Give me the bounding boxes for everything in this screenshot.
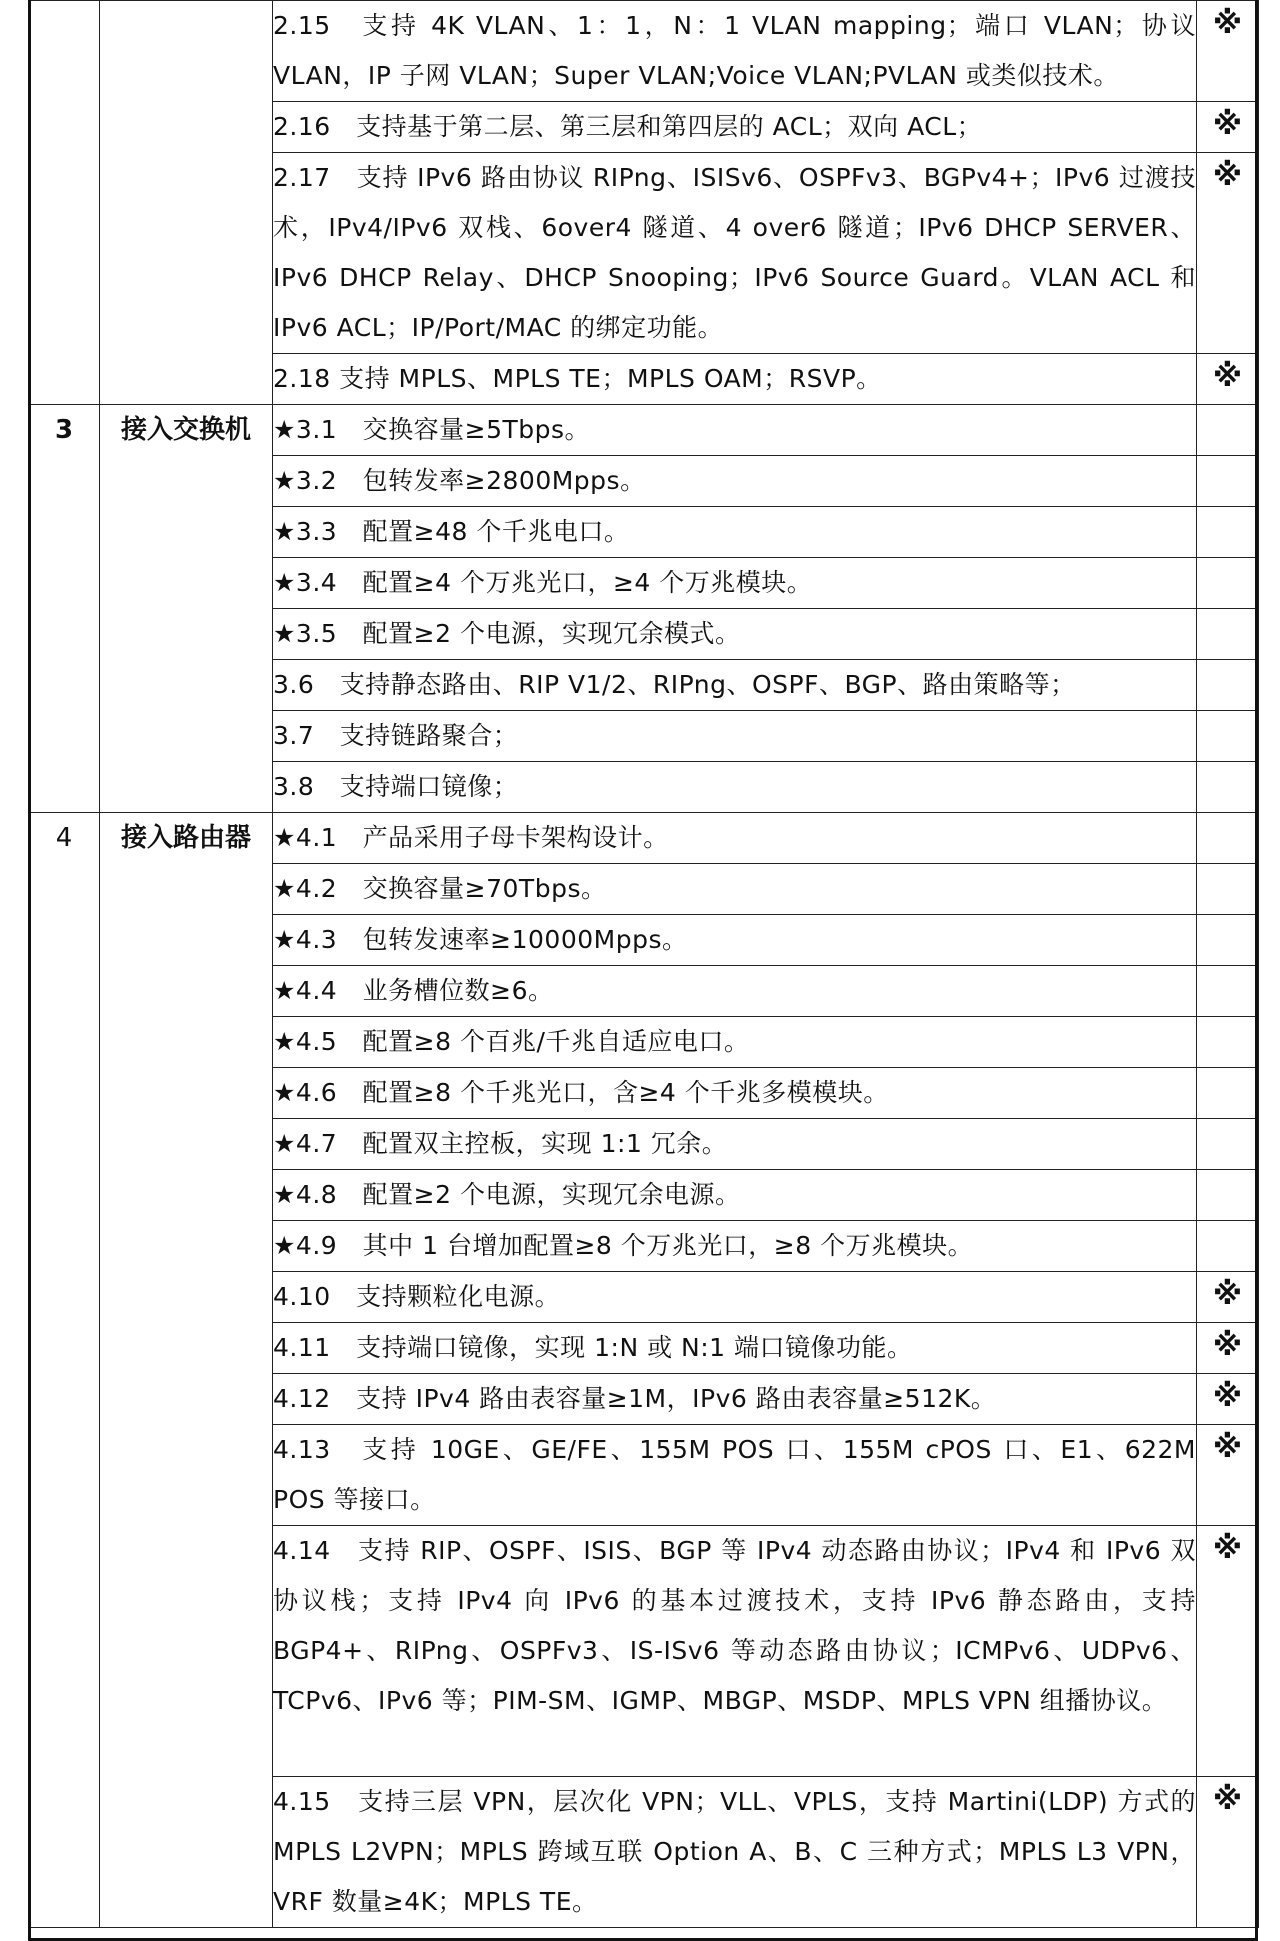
item-number-cell	[29, 1, 100, 405]
spec-table	[28, 0, 1259, 1928]
important-mark: ※	[1197, 1425, 1259, 1526]
requirement-text: ★4.7 配置双主控板，实现 1:1 冗余。	[273, 1119, 1197, 1170]
requirement-text: 2.15 支持 4K VLAN、1：1，N：1 VLAN mapping；端口 VLAN；协议 VLAN，IP 子网 VLAN；Super VLAN;Voice VLAN;PVLAN 或类似技术。	[273, 1, 1197, 102]
important-mark	[1197, 660, 1259, 711]
requirement-text: 4.14 支持 RIP、OSPF、ISIS、BGP 等 IPv4 动态路由协议；IPv4 和 IPv6 双协议栈；支持 IPv4 向 IPv6 的基本过渡技术，支持 IPv6 静态路由，支持 BGP4+、RIPng、OSPFv3、IS-ISv6 等动态路由协议；ICMPv6、UDPv6、TCPv6、IPv6 等；PIM-SM、IGMP、MBGP、MSDP、MPLS VPN 组播协议。	[273, 1526, 1197, 1777]
important-mark	[1197, 507, 1259, 558]
requirement-text: ★3.5 配置≥2 个电源，实现冗余模式。	[273, 609, 1197, 660]
table-row	[29, 1, 1259, 102]
item-number-cell: 4	[29, 813, 100, 1928]
table-row	[29, 405, 1259, 456]
important-mark	[1197, 915, 1259, 966]
requirement-text: 3.8 支持端口镜像；	[273, 762, 1197, 813]
requirement-text: 4.10 支持颗粒化电源。	[273, 1272, 1197, 1323]
important-mark	[1197, 1170, 1259, 1221]
important-mark	[1197, 1017, 1259, 1068]
item-name-cell: 接入交换机	[100, 405, 273, 813]
important-mark	[1197, 1068, 1259, 1119]
requirement-text: 4.12 支持 IPv4 路由表容量≥1M，IPv6 路由表容量≥512K。	[273, 1374, 1197, 1425]
requirement-text: 4.15 支持三层 VPN，层次化 VPN；VLL、VPLS，支持 Martini(LDP) 方式的 MPLS L2VPN；MPLS 跨域互联 Option A、B、C 三种方式；MPLS L3 VPN，VRF 数量≥4K；MPLS TE。	[273, 1777, 1197, 1928]
important-mark	[1197, 456, 1259, 507]
important-mark: ※	[1197, 1323, 1259, 1374]
important-mark: ※	[1197, 1374, 1259, 1425]
important-mark: ※	[1197, 102, 1259, 153]
requirement-text: ★4.5 配置≥8 个百兆/千兆自适应电口。	[273, 1017, 1197, 1068]
important-mark	[1197, 558, 1259, 609]
requirement-text: ★3.2 包转发率≥2800Mpps。	[273, 456, 1197, 507]
requirement-text: 2.17 支持 IPv6 路由协议 RIPng、ISISv6、OSPFv3、BGPv4+；IPv6 过渡技术，IPv4/IPv6 双栈、6over4 隧道、4 over6 隧道；IPv6 DHCP SERVER、IPv6 DHCP Relay、DHCP Snooping；IPv6 Source Guard。VLAN ACL 和 IPv6 ACL；IP/Port/MAC 的绑定功能。	[273, 153, 1197, 354]
important-mark	[1197, 1119, 1259, 1170]
requirement-text: ★4.1 产品采用子母卡架构设计。	[273, 813, 1197, 864]
important-mark	[1197, 864, 1259, 915]
important-mark: ※	[1197, 1526, 1259, 1777]
requirement-text: ★3.1 交换容量≥5Tbps。	[273, 405, 1197, 456]
important-mark	[1197, 762, 1259, 813]
requirement-text: 2.16 支持基于第二层、第三层和第四层的 ACL；双向 ACL；	[273, 102, 1197, 153]
requirement-text: ★4.3 包转发速率≥10000Mpps。	[273, 915, 1197, 966]
requirement-text: 4.11 支持端口镜像，实现 1:N 或 N:1 端口镜像功能。	[273, 1323, 1197, 1374]
item-number-cell: 3	[29, 405, 100, 813]
requirement-text: ★3.4 配置≥4 个万兆光口，≥4 个万兆模块。	[273, 558, 1197, 609]
requirement-text: ★4.2 交换容量≥70Tbps。	[273, 864, 1197, 915]
requirement-text: ★3.3 配置≥48 个千兆电口。	[273, 507, 1197, 558]
important-mark: ※	[1197, 354, 1259, 405]
important-mark	[1197, 711, 1259, 762]
requirement-text: 2.18 支持 MPLS、MPLS TE；MPLS OAM；RSVP。	[273, 354, 1197, 405]
important-mark: ※	[1197, 1272, 1259, 1323]
important-mark	[1197, 405, 1259, 456]
table-row	[29, 813, 1259, 864]
item-name-cell: 接入路由器	[100, 813, 273, 1928]
requirement-text: 3.7 支持链路聚合；	[273, 711, 1197, 762]
important-mark: ※	[1197, 1, 1259, 102]
important-mark: ※	[1197, 1777, 1259, 1928]
important-mark	[1197, 1221, 1259, 1272]
important-mark: ※	[1197, 153, 1259, 354]
requirement-text: ★4.6 配置≥8 个千兆光口，含≥4 个千兆多模模块。	[273, 1068, 1197, 1119]
requirement-text: ★4.9 其中 1 台增加配置≥8 个万兆光口，≥8 个万兆模块。	[273, 1221, 1197, 1272]
important-mark	[1197, 966, 1259, 1017]
important-mark	[1197, 813, 1259, 864]
requirement-text: 3.6 支持静态路由、RIP V1/2、RIPng、OSPF、BGP、路由策略等；	[273, 660, 1197, 711]
item-name-cell	[100, 1, 273, 405]
requirement-text: ★4.8 配置≥2 个电源，实现冗余电源。	[273, 1170, 1197, 1221]
requirement-text: ★4.4 业务槽位数≥6。	[273, 966, 1197, 1017]
requirement-text: 4.13 支持 10GE、GE/FE、155M POS 口、155M cPOS 口、E1、622M POS 等接口。	[273, 1425, 1197, 1526]
spec-page	[28, 0, 1258, 1941]
important-mark	[1197, 609, 1259, 660]
